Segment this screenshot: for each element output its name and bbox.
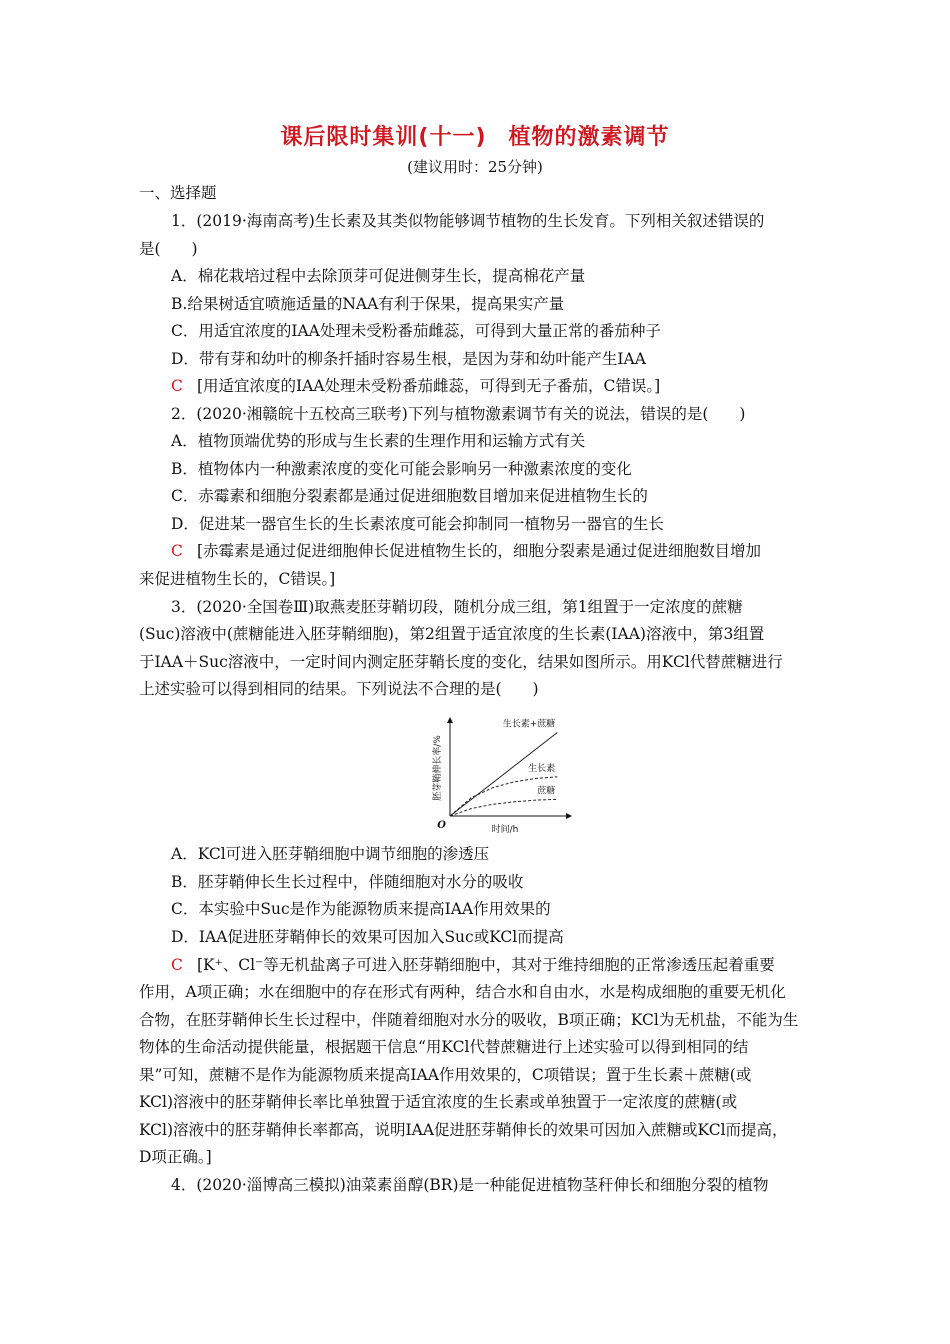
q3-explanation-line4: 物体的生命活动提供能量，根据题干信息“用KCl代替蔗糖进行上述实验可以得到相同的结 (139, 1038, 749, 1056)
q3-stem-line4: 上述实验可以得到相同的结果。下列说法不合理的是( ) (139, 680, 539, 698)
q3-option-c: C．本实验中Suc是作为能源物质来提高IAA作用效果的 (171, 900, 551, 918)
series-label-auxin: 生长素 (528, 763, 556, 774)
q3-option-b: B．胚芽鞘伸长生长过程中，伴随细胞对水分的吸收 (171, 873, 524, 891)
q2-answer: C (171, 542, 183, 560)
q3-option-d: D．IAA促进胚芽鞘伸长的效果可因加入Suc或KCl而提高 (171, 928, 564, 946)
q3-answer: C (171, 956, 183, 974)
q1-stem-line1: 1．(2019·海南高考)生长素及其类似物能够调节植物的生长发育。下列相关叙述错误的 (171, 212, 765, 230)
title-part2: 植物的激素调节 (508, 125, 670, 150)
q2-option-d: D．促进某一器官生长的生长素浓度可能会抑制同一植物另一器官的生长 (171, 515, 664, 533)
series-label-sucrose: 蔗糖 (537, 786, 556, 797)
q1-explanation-text: [用适宜浓度的IAA处理未受粉番茄雌蕊，可得到无子番茄，C错误。] (197, 377, 661, 395)
q3-stem-line1: 3．(2020·全国卷Ⅲ)取燕麦胚芽鞘切段，随机分成三组，第1组置于一定浓度的蔗糖 (171, 598, 743, 616)
y-axis-label: 胚芽鞘伸长率/% (433, 735, 443, 801)
suggested-time: (建议用时：25分钟) (407, 158, 543, 176)
q1-option-b: B.给果树适宜喷施适量的NAA有利于保果，提高果实产量 (171, 295, 565, 313)
series-label-auxin-plus-sucrose: 生长素+蔗糖 (502, 719, 556, 730)
q1-option-a: A．棉花栽培过程中去除顶芽可促进侧芽生长，提高棉花产量 (171, 267, 586, 285)
q2-stem: 2．(2020·湘赣皖十五校高三联考)下列与植物激素调节有关的说法，错误的是( ) (171, 405, 746, 423)
q2-explanation-line2: 来促进植物生长的，C错误。] (139, 570, 336, 588)
q1-stem-line2: 是( ) (139, 240, 198, 258)
origin-label: O (437, 820, 446, 831)
section-heading: 一、选择题 (139, 184, 217, 202)
series-layer (450, 718, 557, 817)
q2-option-a: A．植物顶端优势的形成与生长素的生理作用和运输方式有关 (171, 432, 586, 450)
q1-explanation (171, 375, 819, 397)
q1-option-d: D．带有芽和幼叶的柳条扦插时容易生根，是因为芽和幼叶能产生IAA (171, 350, 646, 368)
q3-explanation-line6: KCl)溶液中的胚芽鞘伸长率比单独置于适宜浓度的生长素或单独置于一定浓度的蔗糖(或 (139, 1093, 738, 1111)
q2-explanation-text: [赤霉素是通过促进细胞伸长促进植物生长的，细胞分裂素是通过促进细胞数目增加 (197, 542, 762, 560)
q3-explanation-line1 (171, 954, 819, 976)
page-title (0, 120, 950, 151)
q3-option-a: A．KCl可进入胚芽鞘细胞中调节细胞的渗透压 (171, 845, 490, 863)
q3-stem-line2: (Suc)溶液中(蔗糖能进入胚芽鞘细胞)，第2组置于适宜浓度的生长素(IAA)溶液中，第3组置 (139, 625, 765, 643)
q3-explanation-line2: 作用，A项正确；水在细胞中的存在形式有两种，结合水和自由水，水是构成细胞的重要无机化 (139, 983, 786, 1001)
chart-svg (425, 712, 575, 840)
q3-explanation-text: [K⁺、Cl⁻等无机盐离子可进入胚芽鞘细胞中，其对于维持细胞的正常渗透压起着重要 (197, 956, 775, 974)
q1-answer: C (171, 377, 183, 395)
q3-line-chart (425, 712, 575, 840)
q3-explanation-line7: KCl)溶液中的胚芽鞘伸长率都高，说明IAA促进胚芽鞘伸长的效果可因加入蔗糖或KCl而提高， (139, 1121, 788, 1139)
q3-explanation-line8: D项正确。] (139, 1148, 212, 1166)
q3-stem-line3: 于IAA＋Suc溶液中，一定时间内测定胚芽鞘长度的变化，结果如图所示。用KCl代替蔗糖进行 (139, 653, 783, 671)
q2-explanation-line1 (171, 540, 819, 562)
x-axis-label: 时间/h (491, 825, 519, 835)
q3-explanation-line3: 合物，在胚芽鞘伸长生长过程中，伴随着细胞对水分的吸收，B项正确；KCl为无机盐，不能为生 (139, 1011, 799, 1029)
title-part1: 课后限时集训(十一) (280, 125, 487, 150)
q2-option-b: B．植物体内一种激素浓度的变化可能会影响另一种激素浓度的变化 (171, 460, 632, 478)
q2-option-c: C．赤霉素和细胞分裂素都是通过促进细胞数目增加来促进植物生长的 (171, 487, 648, 505)
q3-explanation-line5: 果”可知，蔗糖不是作为能源物质来提高IAA作用效果的，C项错误；置于生长素＋蔗糖(或 (139, 1066, 752, 1084)
q4-stem-line1: 4．(2020·淄博高三模拟)油菜素甾醇(BR)是一种能促进植物茎秆伸长和细胞分裂的植物 (171, 1176, 769, 1194)
q1-option-c: C．用适宜浓度的IAA处理未受粉番茄雌蕊，可得到大量正常的番茄种子 (171, 322, 661, 340)
